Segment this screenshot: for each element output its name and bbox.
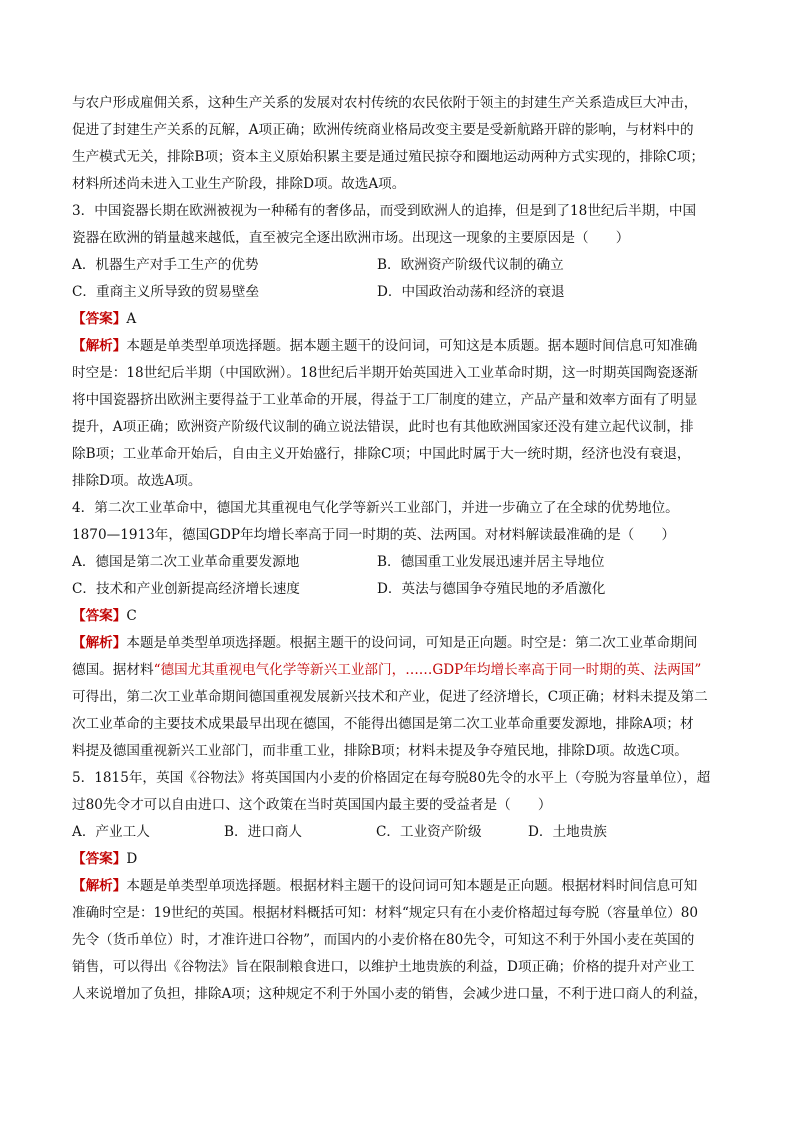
- q5-stem-line: 过80先令才可以自由进口、这个政策在当时英国国内最主要的受益者是（ ）: [72, 797, 552, 813]
- q3-option-a: A．机器生产对手工生产的优势: [72, 257, 259, 273]
- q5-option-d: D．土地贵族: [528, 824, 607, 840]
- q5-analysis-line: 先令（货币单位）时，才准许进口谷物”，而国内的小麦价格在80先令，可知这不利于外国小麦在英国的: [72, 932, 695, 948]
- q4-options-row: [72, 576, 724, 603]
- q5-analysis-line: 人来说增加了负担，排除A项；这种规定不利于外国小麦的销售，会减少进口量，不利于进口商人的利益，: [72, 986, 708, 1002]
- q4-option-a: A．德国是第二次工业革命重要发源地: [72, 554, 300, 570]
- q4-options-row: [72, 549, 724, 576]
- q3-analysis-line: 除B项；工业革命开始后，自由主义开始盛行，排除C项；中国此时属于大一统时期，经济也没有衰退，: [72, 446, 691, 462]
- q3-analysis-line: 将中国瓷器挤出欧洲主要得益于工业革命的开展，得益于工厂制度的建立，产品产量和效率方面有了明显: [72, 392, 698, 408]
- q4-analysis-line: 料提及德国重视新兴工业部门，而非重工业，排除B项；材料未提及争夺殖民地，排除D项。故选C项。: [72, 743, 688, 759]
- document-content: [72, 90, 724, 1008]
- q4-material-quote: “德国尤其重视电气化学等新兴工业部门，……GDP年均增长率高于同一时期的英、法两国”: [153, 662, 702, 678]
- q5-answer-value: D: [126, 851, 138, 867]
- q3-analysis-line: [72, 333, 724, 360]
- answer-tag: 【答案】: [72, 311, 127, 327]
- q4-option-b: B．德国重工业发展迅速并居主导地位: [377, 554, 605, 570]
- q5-analysis-line: 准确时空是：19世纪的英国。根据材料概括可知：材料“规定只有在小麦价格超过每夸脱（容量单位）80: [72, 905, 699, 921]
- answer-tag: 【答案】: [72, 608, 127, 624]
- q4-analysis-line: [72, 657, 724, 684]
- q5-analysis-text: 本题是单类型单项选择题。根据材料主题干的设问词可知本题是正向题。根据材料时间信息可知: [126, 878, 698, 894]
- q3-analysis-line: 排除D项。故选A项。: [72, 473, 202, 489]
- q3-stem-line: 瓷器在欧洲的销量越来越低，直至被完全逐出欧洲市场。出现这一现象的主要原因是（ ）: [72, 230, 630, 246]
- q4-analysis-line: 可得出，第二次工业革命期间德国重视发展新兴技术和产业，促进了经济增长，C项正确；材料未提及第二: [72, 689, 708, 705]
- q3-answer-value: A: [126, 311, 137, 327]
- q3-stem-line: 3．中国瓷器长期在欧洲被视为一种稀有的奢侈品，而受到欧洲人的追捧，但是到了18世纪后半期，中国: [72, 203, 697, 219]
- intro-line: 与农户形成雇佣关系，这种生产关系的发展对农村传统的农民依附于领主的封建生产关系造成巨大冲击，: [72, 95, 698, 111]
- q3-analysis-text: 本题是单类型单项选择题。据本题主题干的设问词，可知这是本质题。据本题时间信息可知准确: [126, 338, 698, 354]
- intro-line: 促进了封建生产关系的瓦解，A项正确；欧洲传统商业格局改变主要是受新航路开辟的影响，与材料中的: [72, 122, 694, 138]
- q4-option-d: D．英法与德国争夺殖民地的矛盾激化: [377, 581, 606, 597]
- q5-analysis-line: [72, 873, 724, 900]
- q3-option-b: B．欧洲资产阶级代议制的确立: [377, 257, 564, 273]
- q5-option-b: B．进口商人: [224, 824, 302, 840]
- intro-line: 材料所述尚未进入工业生产阶段，排除D项。故选A项。: [72, 176, 406, 192]
- q5-option-a: A．产业工人: [72, 824, 150, 840]
- analysis-tag: 【解析】: [72, 878, 127, 894]
- q4-analysis-text: 本题是单类型单项选择题。根据主题干的设问词，可知是正向题。时空是：第二次工业革命期间: [126, 635, 698, 651]
- q4-analysis-text: 德国。据材料: [72, 662, 154, 678]
- q3-option-d: D．中国政治动荡和经济的衰退: [377, 284, 565, 300]
- q4-answer: [72, 603, 724, 630]
- q3-options-row: [72, 279, 724, 306]
- q3-option-c: C．重商主义所导致的贸易壁垒: [72, 284, 260, 300]
- q5-answer: [72, 846, 724, 873]
- q4-option-c: C．技术和产业创新提高经济增长速度: [72, 581, 300, 597]
- q5-options-row: [72, 819, 724, 846]
- q5-stem-line: 5．1815年，英国《谷物法》将英国国内小麦的价格固定在每夸脱80先令的水平上（夸脱为容量单位），超: [72, 770, 711, 786]
- answer-tag: 【答案】: [72, 851, 127, 867]
- analysis-tag: 【解析】: [72, 635, 127, 651]
- q3-analysis-line: 提升，A项正确；欧洲资产阶级代议制的确立说法错误，此时也有其他欧洲国家还没有建立起代议制，排: [72, 419, 694, 435]
- q3-options-row: [72, 252, 724, 279]
- q4-stem-line: 4．第二次工业革命中，德国尤其重视电气化学等新兴工业部门，并进一步确立了在全球的优势地位。: [72, 500, 679, 516]
- analysis-tag: 【解析】: [72, 338, 127, 354]
- intro-line: 生产模式无关，排除B项；资本主义原始积累主要是通过殖民掠夺和圈地运动两种方式实现的，排除C项；: [72, 149, 705, 165]
- q3-answer: [72, 306, 724, 333]
- q5-analysis-line: 销售，可以得出《谷物法》旨在限制粮食进口，以维护土地贵族的利益，D项正确；价格的提升对产业工: [72, 959, 695, 975]
- q4-stem-line: 1870—1913年，德国GDP年均增长率高于同一时期的英、法两国。对材料解读最准确的是（ ）: [72, 527, 676, 543]
- q4-answer-value: C: [126, 608, 137, 624]
- q4-analysis-line: [72, 630, 724, 657]
- q3-analysis-line: 时空是：18世纪后半期（中国欧洲）。18世纪后半期开始英国进入工业革命时期，这一时期英国陶瓷逐渐: [72, 365, 698, 381]
- q4-analysis-line: 次工业革命的主要技术成果最早出现在德国，不能得出德国是第二次工业革命重要发源地，排除A项；材: [72, 716, 694, 732]
- q5-option-c: C．工业资产阶级: [376, 824, 482, 840]
